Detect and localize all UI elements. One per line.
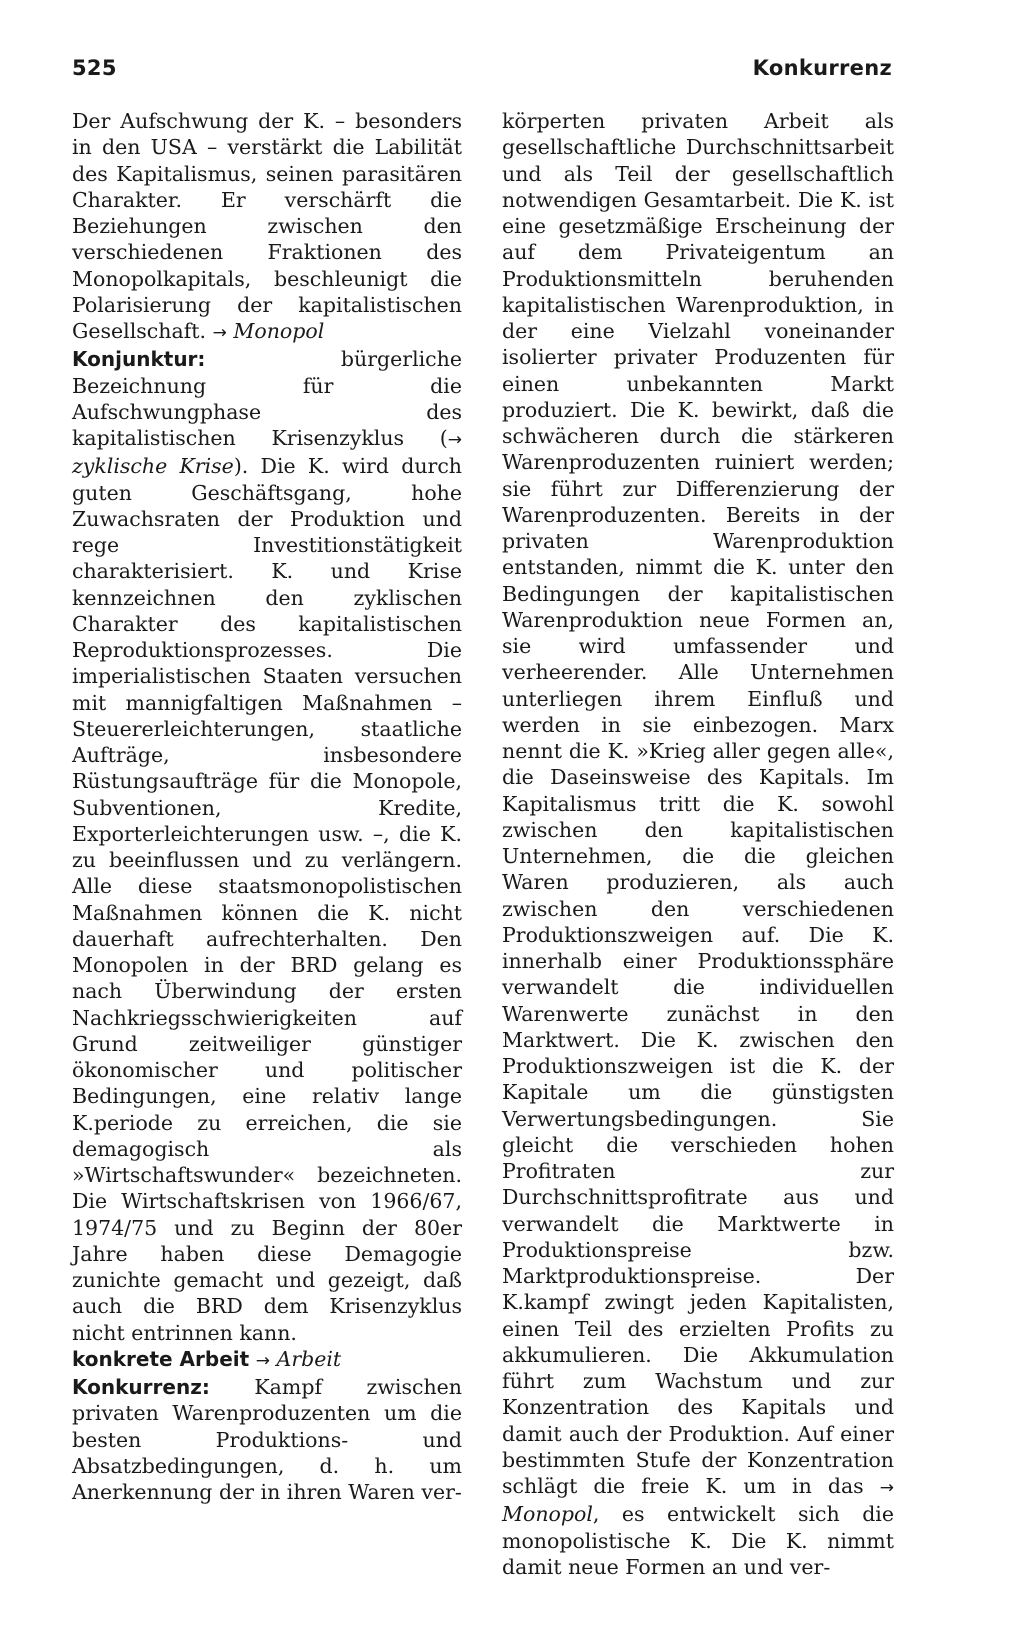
page-header (72, 56, 892, 90)
entry-konkurrenz (72, 1374, 462, 1505)
entry-konkrete-arbeit (72, 1346, 462, 1374)
cross-reference-arrow-icon: → (212, 323, 227, 343)
konkurrenz-text-main: körperten privaten Arbeit als gesellschaftliche Durchschnittsarbeit und als Teil der gesellschaftlich notwendigen Gesamtarbeit. Die K. ist eine gesetzmäßige Erscheinung der auf dem Privateigentum an Produktionsmitteln beruhenden kapitalistischen Warenproduktion, in der eine Vielzahl voneinander isolierter privater Produzenten für einen unbekannten Markt produziert. Die K. bewirkt, daß die schwächeren durch die stärkeren Warenproduzenten ruiniert werden; sie führt zur Differenzierung der Warenproduzenten. Bereits in der privaten Warenproduktion entstanden, nimmt die K. unter den Bedingungen der kapitalistischen Warenproduktion neue Formen an, sie wird umfassender und verheerender. Alle Unternehmen unterliegen ihrem Einfluß und werden in sie einbezogen. Marx nennt die K. »Krieg aller gegen alle«, die Daseinsweise des Kapitals. Im Kapitalismus tritt die K. sowohl zwischen den kapitalistischen Unternehmen, die die gleichen Waren produzieren, als auch zwischen den verschiedenen Produktionszweigen auf. Die K. innerhalb einer Produktionssphäre verwandelt die individuellen Warenwerte zunächst in den Marktwert. Die K. zwischen den Produktionszweigen ist die K. der Kapitale um die günstigsten Verwertungsbedingungen. Sie gleicht die verschieden hohen Profitraten zur Durchschnittsprofitrate aus und verwandelt die Marktwerte in Produktionspreise bzw. Marktproduktionspreise. Der K.kampf zwingt jeden Kapitalisten, einen Teil des erzielten Profits zu akkumulieren. Die Akkumulation führt zum Wachstum und zur Konzentration des Kapitals und damit auch der Produktion. Auf einer bestimmten Stufe der Konzentration schlägt die freie K. um in das (502, 109, 894, 1498)
konkurrenz-continuation (502, 108, 894, 1580)
cross-reference-arbeit: Arbeit (276, 1346, 342, 1371)
right-column (502, 108, 894, 1580)
continuation-text: Der Aufschwung der K. – besonders in den USA – verstärkt die Labilität des Kapitalismus, seinen parasitären Charakter. Er verschärft die Beziehungen zwischen den verschiedenen Fraktionen des Monopolkapitals, beschleunigt die Polarisierung der kapitalistischen Gesellschaft. (72, 109, 462, 343)
left-column (72, 108, 462, 1505)
headword-konkrete-arbeit: konkrete Arbeit (72, 1346, 250, 1371)
cross-reference-arrow-icon: → (255, 1350, 270, 1371)
cross-reference-arrow-icon: → (879, 1478, 894, 1498)
headword-konkurrenz: Konkurrenz: (72, 1375, 210, 1399)
cross-reference-monopol-2: Monopol (502, 1502, 593, 1527)
headword-konjunktur: Konjunktur: (72, 347, 206, 372)
konjunktur-text-rest: ). Die K. wird durch guten Geschäftsgang, hohe Zuwachsraten der Produktion und rege Investitionstätigkeit charakterisiert. K. und Krise kennzeichnen den zyklischen Charakter des kapitalistischen Reproduktionsprozesses. Die imperialistischen Staaten versuchen mit mannigfaltigen Maßnahmen – Steuererleichterungen, staatliche Aufträge, insbesondere Rüstungsaufträge für die Monopole, Subventionen, Kredite, Exporterleichterungen usw. –, die K. zu beeinflussen und zu verlängern. Alle diese staatsmonopolistischen Maßnahmen können die K. nicht dauerhaft aufrechterhalten. Den Monopolen in der BRD gelang es nach Überwindung der ersten Nachkriegsschwierigkeiten auf Grund zeitweiliger günstiger ökonomischer und politischer Bedingungen, eine relativ lange K.periode zu erreichen, die sie demagogisch als »Wirtschaftswunder« bezeichneten. Die Wirtschaftskrisen von 1966/67, 1974/75 und zu Beginn der 80er Jahre haben diese Demagogie zunichte gemacht und gezeigt, daß auch die BRD dem Krisenzyklus nicht entrinnen kann. (72, 454, 463, 1345)
konkurrenz-text-start: Kampf zwischen privaten Warenproduzenten um die besten Produktions- und Absatzbedingungen, d. h. um Anerkennung der in ihren Waren ver- (72, 1375, 462, 1504)
cross-reference-zyklische-krise: zyklische Krise (72, 454, 234, 479)
running-head-keyword: Konkurrenz (752, 56, 892, 80)
konkurrenz-text-end: , es entwickelt sich die monopolistische K. Die K. nimmt damit neue Formen an und ver- (502, 1502, 894, 1579)
cross-reference-monopol: Monopol (233, 319, 325, 343)
cross-reference-arrow-icon: → (447, 430, 462, 450)
entry-konjunktur (72, 346, 462, 1346)
entry-continuation (72, 108, 462, 346)
page-number: 525 (72, 56, 117, 80)
konjunktur-text-start: bürgerliche Bezeichnung für die Aufschwungphase des kapitalistischen Krisenzyklus ( (72, 347, 462, 450)
